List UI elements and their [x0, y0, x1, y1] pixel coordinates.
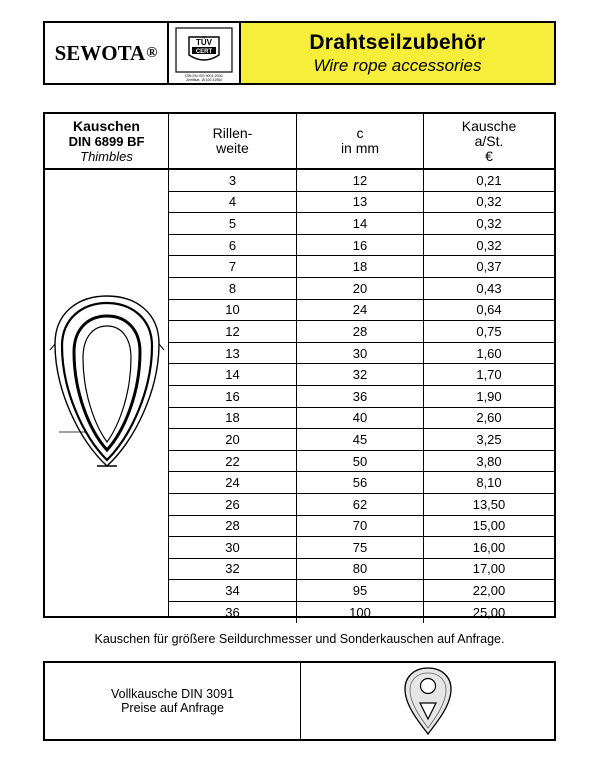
price-cell: 0,64 — [476, 302, 502, 318]
c-mm-cell: 13 — [297, 192, 424, 213]
groove-width-cell: 30 — [169, 537, 297, 558]
table-row — [169, 213, 554, 235]
c-mm-cell: 100 — [297, 602, 424, 624]
groove-width-cell: 8 — [169, 278, 297, 299]
groove-width-cell: 20 — [169, 429, 297, 450]
column-header-groove-width — [169, 114, 297, 168]
price-cell: 1,70 — [476, 367, 502, 383]
column-header-line: weite — [216, 140, 249, 156]
table-row — [169, 516, 554, 538]
column-header-price — [424, 114, 554, 168]
product-title: Kauschen — [73, 117, 140, 134]
brand-logo — [45, 23, 169, 83]
solid-thimble-price-note: Preise auf Anfrage — [121, 701, 224, 715]
groove-width-cell: 3 — [169, 170, 297, 191]
groove-width-cell: 10 — [169, 300, 297, 321]
price-cell: 13,50 — [472, 496, 506, 512]
tuv-cert-badge — [169, 23, 241, 83]
groove-width-cell: 4 — [169, 192, 297, 213]
table-row — [169, 278, 554, 300]
table-row — [169, 429, 554, 451]
price-cell: 16,00 — [472, 539, 506, 555]
c-mm-cell: 18 — [297, 256, 424, 277]
table-row — [169, 256, 554, 278]
groove-width-cell: 26 — [169, 494, 297, 515]
table-row — [169, 235, 554, 257]
table-row — [169, 170, 554, 192]
groove-width-cell: 22 — [169, 451, 297, 472]
price-cell: 22,00 — [472, 583, 506, 599]
table-row — [169, 494, 554, 516]
cert-word: CERT — [195, 49, 213, 55]
cert-number: Zertifikat: 15 100 31984 — [186, 78, 222, 81]
groove-width-cell: 6 — [169, 235, 297, 256]
solid-thimble-title: Vollkausche DIN 3091 — [111, 687, 234, 701]
table-row — [169, 451, 554, 473]
price-cell: 1,60 — [476, 345, 502, 361]
c-mm-cell: 56 — [297, 472, 424, 493]
page-title: Drahtseilzubehör — [309, 30, 486, 54]
groove-width-cell: 14 — [169, 364, 297, 385]
price-cell: 0,37 — [476, 259, 502, 275]
c-mm-cell: 80 — [297, 559, 424, 580]
price-cell: 0,43 — [476, 280, 502, 296]
tuv-cert-icon — [173, 25, 235, 81]
table-row — [169, 537, 554, 559]
groove-width-cell: 7 — [169, 256, 297, 277]
solid-thimble-text — [45, 663, 301, 739]
tuv-label: TÜV — [196, 38, 212, 47]
thimble-drawing — [45, 170, 169, 616]
c-mm-cell: 30 — [297, 343, 424, 364]
price-cell: 0,32 — [476, 237, 502, 253]
title-panel — [241, 23, 554, 83]
product-title-en: Thimbles — [80, 148, 133, 164]
price-cell: 25,00 — [472, 605, 506, 621]
c-mm-cell: 20 — [297, 278, 424, 299]
table-row — [169, 408, 554, 430]
price-cell: 1,90 — [476, 388, 502, 404]
column-header-line: a/St. — [474, 132, 504, 149]
page-subtitle: Wire rope accessories — [313, 55, 482, 75]
header-box — [43, 21, 556, 85]
table-row — [169, 386, 554, 408]
price-cell: 8,10 — [476, 475, 502, 491]
c-mm-cell: 62 — [297, 494, 424, 515]
table-body — [169, 170, 554, 623]
c-mm-cell: 70 — [297, 516, 424, 537]
groove-width-cell: 12 — [169, 321, 297, 342]
price-cell: 0,32 — [476, 194, 502, 210]
groove-width-cell: 18 — [169, 408, 297, 429]
groove-width-cell: 24 — [169, 472, 297, 493]
c-mm-cell: 12 — [297, 170, 424, 191]
column-header-line: € — [485, 147, 493, 164]
c-mm-cell: 75 — [297, 537, 424, 558]
column-header-line: c — [356, 125, 364, 141]
solid-thimble-box — [43, 661, 556, 741]
price-table — [43, 112, 556, 621]
c-mm-cell: 32 — [297, 364, 424, 385]
price-cell: 3,80 — [476, 453, 502, 469]
groove-width-cell: 34 — [169, 580, 297, 601]
table-row — [169, 192, 554, 214]
table-row — [169, 321, 554, 343]
brand-name: SEWOTA — [54, 40, 146, 65]
column-header-line: Kausche — [461, 117, 517, 134]
c-mm-cell: 14 — [297, 213, 424, 234]
c-mm-cell: 50 — [297, 451, 424, 472]
price-cell: 3,25 — [476, 431, 502, 447]
registered-mark: ® — [146, 44, 158, 61]
groove-width-cell: 32 — [169, 559, 297, 580]
c-mm-cell: 40 — [297, 408, 424, 429]
table-row — [169, 602, 554, 624]
price-cell: 2,60 — [476, 410, 502, 426]
cert-standard: DIN EN ISO 9001:2000 — [185, 74, 223, 78]
groove-width-cell: 36 — [169, 602, 297, 624]
table-row — [169, 300, 554, 322]
product-norm: DIN 6899 BF — [68, 133, 145, 149]
price-cell: 0,21 — [476, 172, 502, 188]
c-mm-cell: 95 — [297, 580, 424, 601]
c-mm-cell: 45 — [297, 429, 424, 450]
groove-width-cell: 13 — [169, 343, 297, 364]
groove-width-cell: 28 — [169, 516, 297, 537]
column-header-c — [297, 114, 424, 168]
price-cell: 0,75 — [476, 323, 502, 339]
table-header — [45, 114, 554, 170]
solid-thimble-icon — [398, 665, 458, 737]
c-mm-cell: 16 — [297, 235, 424, 256]
price-cell: 17,00 — [472, 561, 506, 577]
table-row — [169, 343, 554, 365]
table-row — [169, 472, 554, 494]
table-row — [169, 559, 554, 581]
c-mm-cell: 24 — [297, 300, 424, 321]
product-header — [45, 114, 169, 168]
groove-width-cell: 5 — [169, 213, 297, 234]
c-mm-cell: 28 — [297, 321, 424, 342]
column-header-line: in mm — [340, 140, 380, 156]
column-header-line: Rillen- — [212, 125, 253, 141]
thimble-image-cell — [45, 170, 169, 616]
price-cell: 15,00 — [472, 518, 506, 534]
price-cell: 0,32 — [476, 215, 502, 231]
table-row — [169, 364, 554, 386]
footnote: Kauschen für größere Seildurchmesser und Sonderkauschen auf Anfrage. — [94, 632, 505, 646]
c-mm-cell: 36 — [297, 386, 424, 407]
solid-thimble-image-cell — [301, 663, 554, 739]
table-row — [169, 580, 554, 602]
groove-width-cell: 16 — [169, 386, 297, 407]
